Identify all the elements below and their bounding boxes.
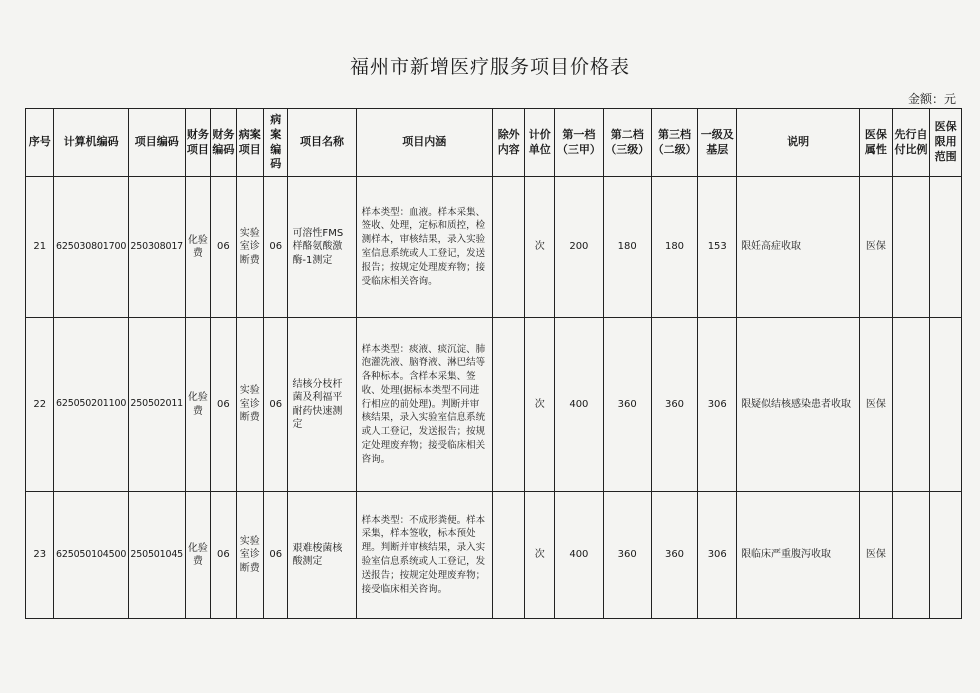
price-table xyxy=(25,108,962,619)
cell-restriction xyxy=(930,177,962,318)
header-restriction: 医保限用范围 xyxy=(930,109,962,177)
table-row xyxy=(26,177,962,318)
cell-self-pay xyxy=(892,318,930,492)
header-excluded: 除外内容 xyxy=(492,109,525,177)
cell-seq: 23 xyxy=(26,492,54,619)
cell-tier1: 400 xyxy=(554,318,603,492)
header-tier3: 第三档（二级） xyxy=(651,109,698,177)
header-finance-item: 财务项目 xyxy=(185,109,210,177)
cell-tier3: 360 xyxy=(651,492,698,619)
cell-record-code: 06 xyxy=(264,318,288,492)
cell-tier2: 360 xyxy=(603,492,651,619)
cell-computer-code: 625030801700 xyxy=(54,177,128,318)
cell-record-code: 06 xyxy=(264,492,288,619)
cell-excluded xyxy=(492,318,525,492)
cell-item-code: 250501045 xyxy=(128,492,185,619)
cell-notes: 限临床严重腹泻收取 xyxy=(737,492,860,619)
cell-notes: 限妊高症收取 xyxy=(737,177,860,318)
unit-note: 金额：元 xyxy=(907,92,956,106)
cell-restriction xyxy=(930,492,962,619)
header-unit: 计价单位 xyxy=(525,109,555,177)
cell-content: 样本类型：痰液、痰沉淀、肺泡灌洗液、脑脊液、淋巴结等各种标本。含样本采集、签收、处理(据标本类型不同进行相应的前处理)。判断并审核结果，录入实验室信息系统或人工登记，发送报告；按规定处理废弃物；接受临床相关咨询。 xyxy=(356,318,492,492)
cell-record-item: 实验室诊断费 xyxy=(236,318,263,492)
cell-unit: 次 xyxy=(525,177,555,318)
cell-primary: 306 xyxy=(698,492,737,619)
cell-tier3: 360 xyxy=(651,318,698,492)
header-tier1: 第一档（三甲） xyxy=(554,109,603,177)
cell-item-code: 250308017 xyxy=(128,177,185,318)
cell-finance-item: 化验费 xyxy=(185,492,210,619)
cell-computer-code: 625050201100 xyxy=(54,318,128,492)
cell-content: 样本类型：血液。样本采集、签收、处理，定标和质控，检测样本，审核结果，录入实验室信息系统或人工登记，发送报告；按规定处理废弃物；接受临床相关咨询。 xyxy=(356,177,492,318)
cell-seq: 22 xyxy=(26,318,54,492)
cell-finance-item: 化验费 xyxy=(185,318,210,492)
cell-record-code: 06 xyxy=(264,177,288,318)
cell-seq: 21 xyxy=(26,177,54,318)
cell-excluded xyxy=(492,492,525,619)
cell-record-item: 实验室诊断费 xyxy=(236,492,263,619)
cell-insurance: 医保 xyxy=(860,492,893,619)
cell-record-item: 实验室诊断费 xyxy=(236,177,263,318)
cell-tier1: 200 xyxy=(554,177,603,318)
cell-tier2: 180 xyxy=(603,177,651,318)
header-computer-code: 计算机编码 xyxy=(54,109,128,177)
cell-name: 艰难梭菌核酸测定 xyxy=(288,492,356,619)
cell-content: 样本类型：不成形粪便。样本采集，样本签收，标本预处理。判断并审核结果，录入实验室信息系统或人工登记，发送报告；按规定处理废弃物；接受临床相关咨询。 xyxy=(356,492,492,619)
cell-name: 结核分枝杆菌及利福平耐药快速测定 xyxy=(288,318,356,492)
cell-computer-code: 625050104500 xyxy=(54,492,128,619)
cell-unit: 次 xyxy=(525,492,555,619)
cell-primary: 153 xyxy=(698,177,737,318)
cell-self-pay xyxy=(892,177,930,318)
cell-self-pay xyxy=(892,492,930,619)
cell-excluded xyxy=(492,177,525,318)
cell-finance-code: 06 xyxy=(211,177,236,318)
cell-tier3: 180 xyxy=(651,177,698,318)
cell-restriction xyxy=(930,318,962,492)
cell-name: 可溶性FMS样酪氨酸激酶-1测定 xyxy=(288,177,356,318)
header-content: 项目内涵 xyxy=(356,109,492,177)
cell-insurance: 医保 xyxy=(860,177,893,318)
cell-primary: 306 xyxy=(698,318,737,492)
header-primary: 一级及基层 xyxy=(698,109,737,177)
cell-unit: 次 xyxy=(525,318,555,492)
page-title: 福州市新增医疗服务项目价格表 xyxy=(349,56,630,78)
header-finance-code: 财务编码 xyxy=(211,109,236,177)
cell-finance-item: 化验费 xyxy=(185,177,210,318)
header-seq: 序号 xyxy=(26,109,54,177)
header-notes: 说明 xyxy=(737,109,860,177)
header-insurance: 医保属性 xyxy=(860,109,893,177)
header-record-code: 病案编码 xyxy=(264,109,288,177)
cell-notes: 限疑似结核感染患者收取 xyxy=(737,318,860,492)
header-record-item: 病案项目 xyxy=(236,109,263,177)
cell-tier1: 400 xyxy=(554,492,603,619)
header-tier2: 第二档（三级） xyxy=(603,109,651,177)
cell-tier2: 360 xyxy=(603,318,651,492)
header-row xyxy=(26,109,962,177)
cell-finance-code: 06 xyxy=(211,492,236,619)
header-item-code: 项目编码 xyxy=(128,109,185,177)
cell-finance-code: 06 xyxy=(211,318,236,492)
cell-insurance: 医保 xyxy=(860,318,893,492)
table-row xyxy=(26,492,962,619)
table-row xyxy=(26,318,962,492)
header-name: 项目名称 xyxy=(288,109,356,177)
cell-item-code: 250502011 xyxy=(128,318,185,492)
header-self-pay: 先行自付比例 xyxy=(892,109,930,177)
